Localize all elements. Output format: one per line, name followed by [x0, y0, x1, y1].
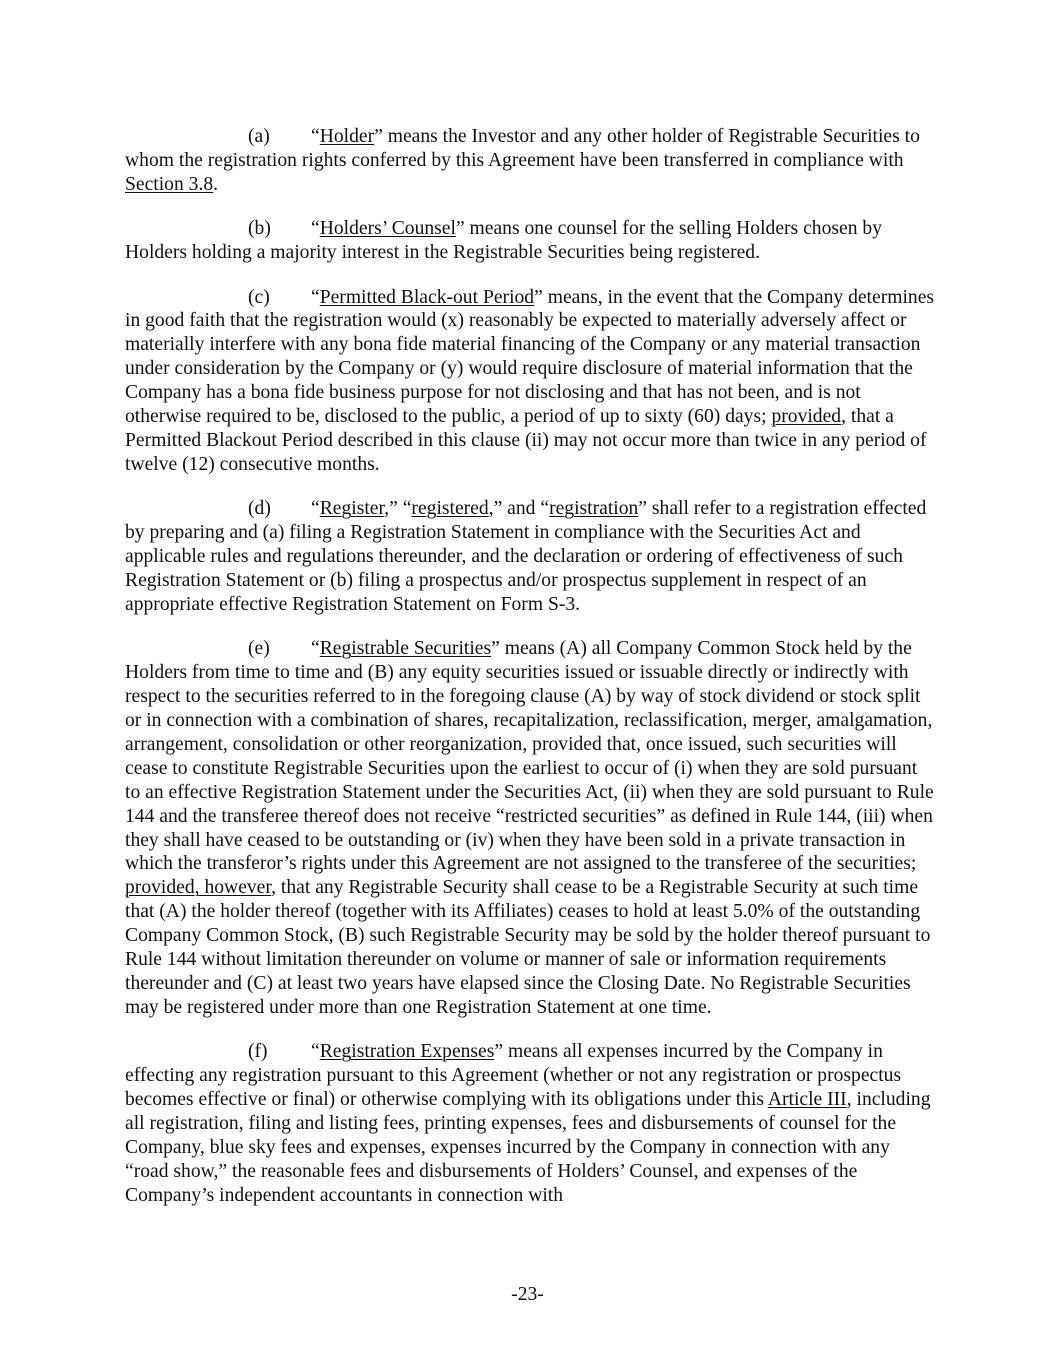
text-run: , that a Permitted Blackout Period described in this clause (ii) may not occur more than twice in any period of twelve (12) consecutive months. [125, 406, 927, 475]
defined-term-blackout-period: Permitted Black-out Period [319, 286, 535, 308]
text-run: ,” “ [384, 498, 412, 520]
defined-term-registrable-securities: Registrable Securities [319, 638, 492, 660]
clause-label: (e) [248, 638, 270, 660]
clause-label: (d) [248, 498, 271, 520]
text-run: “ [311, 286, 320, 308]
definition-c [125, 286, 935, 477]
definition-b [125, 217, 935, 265]
clause-label: (b) [248, 218, 271, 240]
article-reference: Article III [767, 1089, 847, 1111]
section-reference: Section 3.8 [125, 173, 214, 195]
definition-e [125, 637, 935, 1020]
page-number: -23- [511, 1284, 544, 1305]
defined-term-registration-expenses: Registration Expenses [319, 1041, 495, 1063]
defined-term-holders-counsel: Holders’ Counsel [319, 218, 456, 240]
definition-d [125, 497, 935, 617]
text-run: “ [311, 638, 320, 660]
text-run: ” shall refer to a registration effected by preparing and (a) filing a Registration Statement in compliance with the Securities Act and applicable rules and regulations thereunder, and the declaration or ordering of effectiveness of such Registration Statement or (b) filing a prospectus and/or prospectus supplement in respect of an appropriate effective Registration Statement on Form S-3. [125, 498, 927, 615]
text-run: ” means, in the event that the Company determines in good faith that the registration would (x) reasonably be expected to materially adversely affect or materially interfere with any bona fide material financing of the Company or any material transaction under consideration by the Company or (y) would require disclosure of material information that the Company has a bona fide business purpose for not disclosing and that has not been, and is not otherwise required to be, disclosed to the public, a period of up to sixty (60) days; [125, 286, 935, 428]
text-run: ,” and “ [488, 498, 550, 520]
text-run: “ [311, 498, 320, 520]
proviso-term: provided, however [125, 877, 272, 899]
proviso-term: provided [771, 406, 842, 428]
clause-label: (a) [248, 126, 270, 147]
defined-term-registered: registered [411, 498, 489, 520]
text-run: , including all registration, filing and listing fees, printing expenses, fees and disbursements of counsel for the Company, blue sky fees and expenses, expenses incurred by the Company in connection with any “road show,” the reasonable fees and disbursements of Holders’ Counsel, and expenses of the Company’s independent accountants in connection with [125, 1089, 931, 1206]
text-run: “ [311, 1041, 320, 1063]
definition-f [125, 1040, 935, 1207]
defined-term-registration: registration [549, 498, 639, 520]
text-run: . [213, 173, 219, 195]
text-run: “ [311, 218, 320, 240]
text-run: ” means all expenses incurred by the Company in effecting any registration pursuant to this Agreement (whether or not any registration or prospectus becomes effective or final) or otherwise complying with its obligations under this [125, 1041, 902, 1111]
text-run: ” means the Investor and any other holder of Registrable Securities to whom the registration rights conferred by this Agreement have been transferred in compliance with [125, 126, 920, 171]
defined-term-holder: Holder [319, 126, 375, 147]
text-run: ” means one counsel for the selling Holders chosen by Holders holding a majority interest in the Registrable Securities being registered. [125, 218, 882, 264]
text-run: “ [311, 126, 320, 147]
clause-label: (f) [248, 1041, 268, 1063]
text-run: ” means (A) all Company Common Stock held by the Holders from time to time and (B) any equity securities issued or issuable directly or indirectly with respect to the securities referred to in the foregoing clause (A) by way of stock dividend or stock split or in connection with a combination of shares, recapitalization, reclassification, merger, amalgamation, arrangement, consolidation or other reorganization, provided that, once issued, such securities will cease to constitute Registrable Securities upon the earliest to occur of (i) when they are sold pursuant to an effective Registration Statement under the Securities Act, (ii) when they are sold pursuant to Rule 144 and the transferee thereof does not receive “restricted securities” as defined in Rule 144, (iii) when they shall have ceased to be outstanding or (iv) when they have been sold in a private transaction in which the transferor’s rights under this Agreement are not assigned to the transferee of the securities; [125, 638, 934, 875]
document-body [125, 125, 935, 1228]
definition-a [125, 125, 935, 197]
clause-label: (c) [248, 286, 270, 308]
defined-term-register: Register [319, 498, 385, 520]
text-run: , that any Registrable Security shall cease to be a Registrable Security at such time that (A) the holder thereof (together with its Affiliates) ceases to hold at least 5.0% of the outstanding Company Common Stock, (B) such Registrable Security may be sold by the holder thereof pursuant to Rule 144 without limitation thereunder on volume or manner of sale or information requirements thereunder and (C) at least two years have elapsed since the Closing Date. No Registrable Securities may be registered under more than one Registration Statement at one time. [125, 877, 931, 1018]
